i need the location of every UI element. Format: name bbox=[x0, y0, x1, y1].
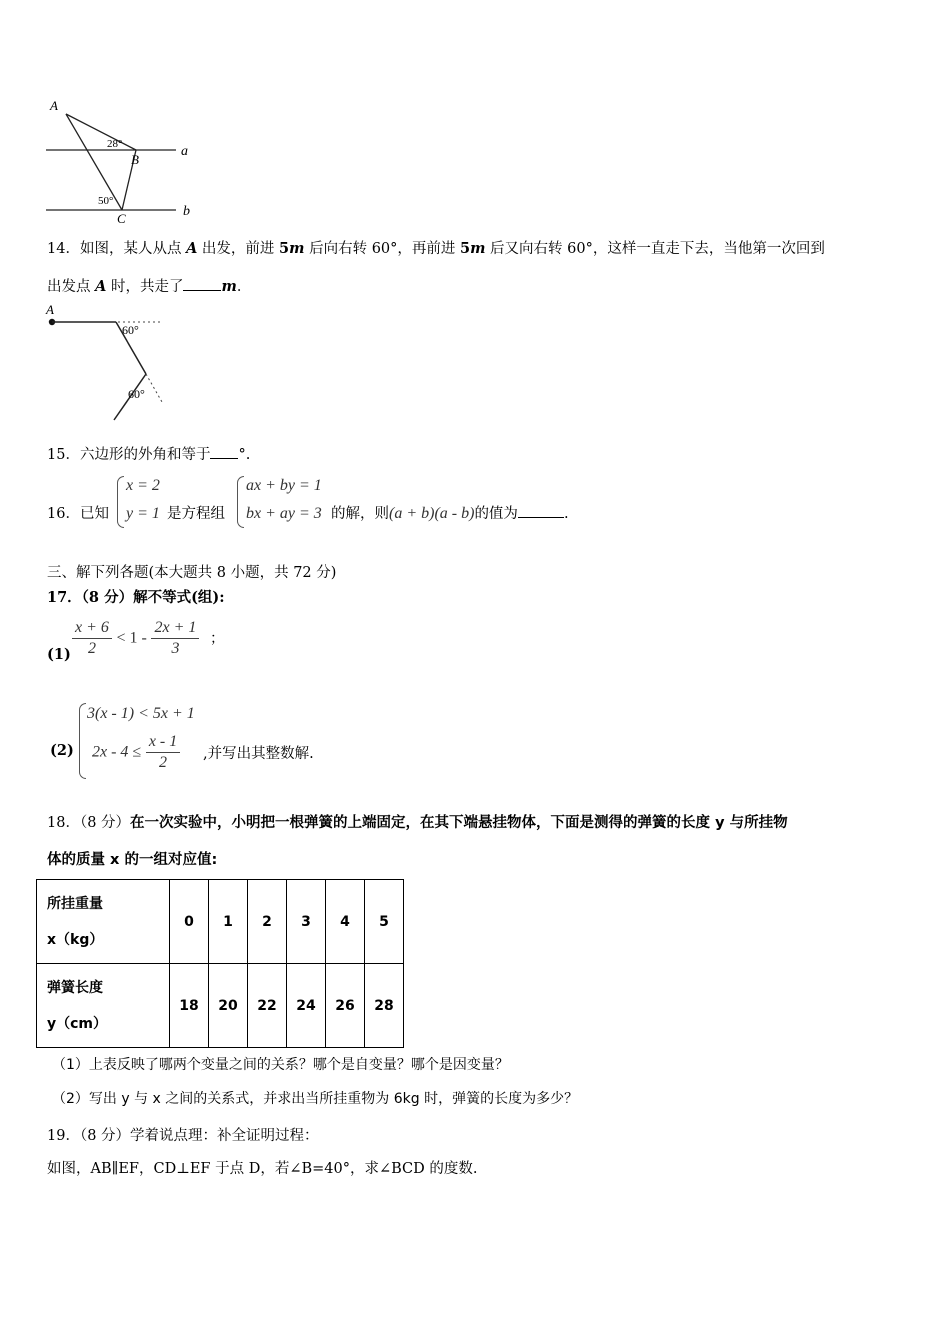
q14-line1: 14．如图，某人从点 A 出发，前进 5m 后向右转 60°，再前进 5m 后又向右转 60°，这样一直走下去，当他第一次回到 bbox=[47, 240, 825, 257]
q17-system-row1: 3(x - 1) < 5x + 1 bbox=[87, 705, 195, 722]
table-cell: 22 bbox=[248, 964, 287, 1048]
label-A: A bbox=[50, 98, 58, 113]
q17-part2-label: (2) bbox=[50, 742, 74, 759]
q17-part1-expr: $\frac{x + 6}{2}$ < 1 - $\frac{2x + 1}{3}$ ； bbox=[72, 618, 225, 659]
ext-dotted2 bbox=[146, 374, 162, 402]
q16-num: 16．已知 bbox=[47, 506, 109, 522]
angle1-60: 60° bbox=[122, 323, 139, 337]
q15: 15．六边形的外角和等于 °. bbox=[47, 443, 250, 464]
table-cell: 20 bbox=[209, 964, 248, 1048]
label-A: A bbox=[46, 302, 54, 317]
parallel-lines-figure bbox=[40, 92, 210, 226]
table-cell: 28 bbox=[365, 964, 404, 1048]
table-cell: 24 bbox=[287, 964, 326, 1048]
table-cell: 3 bbox=[287, 880, 326, 964]
table-cell: 18 bbox=[170, 964, 209, 1048]
table-cell: 5 bbox=[365, 880, 404, 964]
label-a: a bbox=[181, 144, 188, 159]
q17-part2-tail: ,并写出其整数解. bbox=[203, 746, 314, 762]
section-3-heading: 三、解下列各题(本大题共 8 小题，共 72 分) bbox=[47, 565, 337, 581]
q18-line1: 18．（8 分）在一次实验中，小明把一根弹簧的上端固定，在其下端悬挂物体，下面是测得的弹簧的长度 y 与所挂物 bbox=[47, 815, 788, 831]
label-b: b bbox=[183, 204, 190, 219]
q17-heading: 17．（8 分）解不等式(组): bbox=[47, 589, 225, 606]
table-cell: 2 bbox=[248, 880, 287, 964]
answer-blank bbox=[183, 276, 221, 291]
table-cell: 4 bbox=[326, 880, 365, 964]
brace-sys2 bbox=[237, 476, 244, 528]
brace-sys1 bbox=[117, 476, 124, 528]
label-B: B bbox=[131, 152, 139, 167]
q17-system-row2: 2x - 4 ≤ $\frac{x - 1}{2}$ bbox=[92, 732, 180, 773]
answer-blank bbox=[518, 503, 564, 518]
q19-text: 如图，AB∥EF，CD⊥EF 于点 D，若∠B=40°，求∠BCD 的度数. bbox=[47, 1161, 478, 1177]
sys1-row1: x = 2 bbox=[126, 477, 160, 494]
angle-50: 50° bbox=[98, 195, 114, 207]
q18-line2: 体的质量 x 的一组对应值: bbox=[47, 852, 218, 868]
angle-28: 28° bbox=[107, 138, 123, 150]
brace-q17-system bbox=[79, 703, 86, 779]
sys1-row2: y = 1 bbox=[126, 505, 160, 522]
q16-text3: 的解，则(a + b)(a - b)的值为 . bbox=[331, 505, 569, 522]
table-cell: 1 bbox=[209, 880, 248, 964]
angle2-60: 60° bbox=[128, 387, 145, 401]
row-header-length: 弹簧长度 y（cm） bbox=[37, 964, 170, 1048]
spring-data-table bbox=[36, 879, 404, 1048]
q16-text2: 是方程组 bbox=[167, 506, 225, 522]
q19-heading: 19．（8 分）学着说点理：补全证明过程： bbox=[47, 1128, 319, 1144]
q17-part1-label: (1) bbox=[47, 646, 71, 663]
label-C: C bbox=[117, 211, 126, 226]
answer-blank bbox=[210, 444, 238, 459]
sys2-row1: ax + by = 1 bbox=[246, 477, 322, 494]
q14-line2: 出发点 A 时，共走了 m． bbox=[47, 278, 252, 295]
table-cell: 26 bbox=[326, 964, 365, 1048]
q18-sub2: （2）写出 y 与 x 之间的关系式，并求出当所挂重物为 6kg 时，弹簧的长度为多少？ bbox=[52, 1091, 579, 1107]
q18-sub1: （1）上表反映了哪两个变量之间的关系？哪个是自变量？哪个是因变量？ bbox=[52, 1057, 509, 1073]
row-header-mass: 所挂重量 x（kg） bbox=[37, 880, 170, 964]
table-row bbox=[37, 880, 404, 964]
table-row bbox=[37, 964, 404, 1048]
sys2-row2: bx + ay = 3 bbox=[246, 505, 322, 522]
walking-path-figure bbox=[42, 302, 172, 426]
table-cell: 0 bbox=[170, 880, 209, 964]
